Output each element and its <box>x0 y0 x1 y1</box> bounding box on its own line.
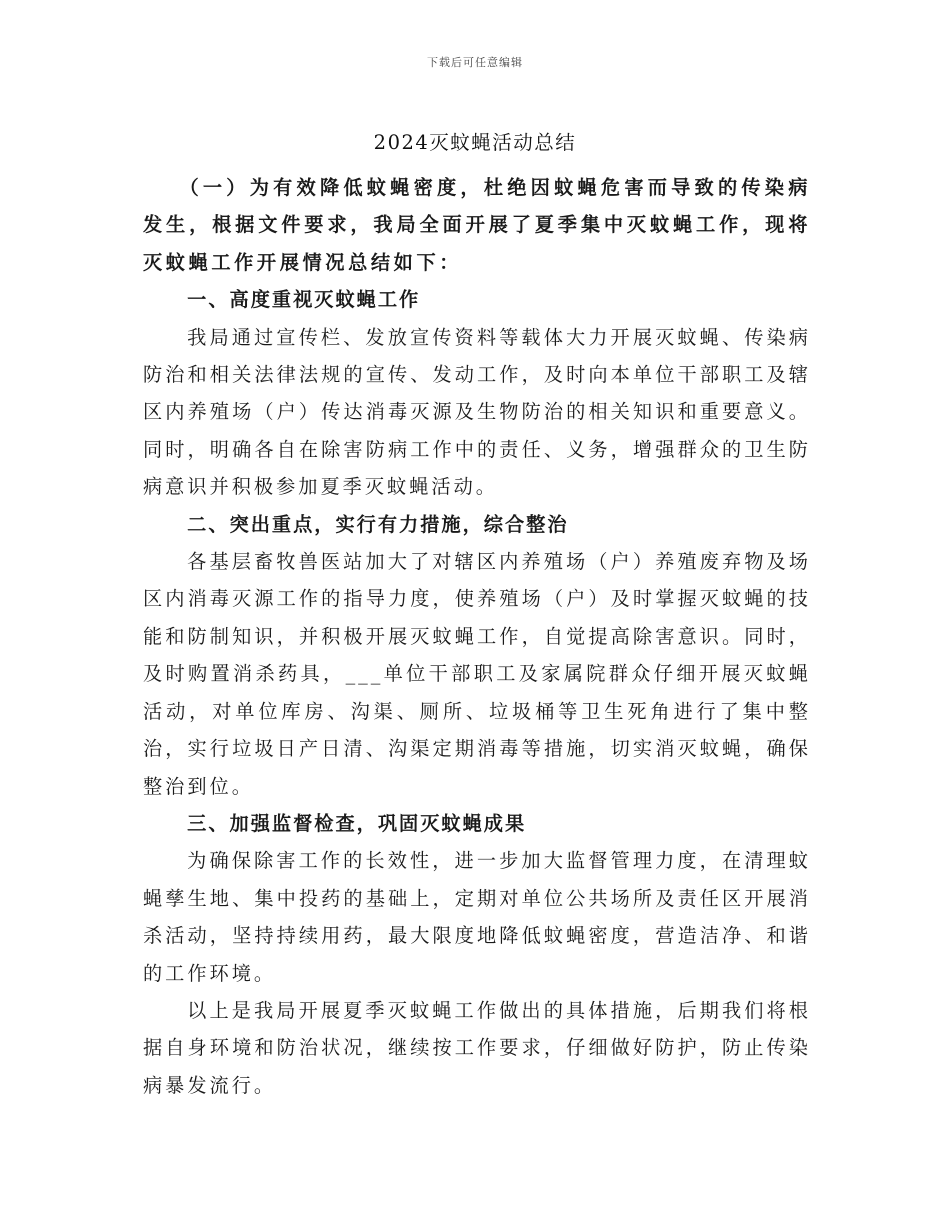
section-3-body: 为确保除害工作的长效性，进一步加大监督管理力度，在清理蚊蝇孳生地、集中投药的基础上，定期对单位公共场所及责任区开展消杀活动，坚持持续用药，最大限度地降低蚊蝇密度，营造洁净、和谐的工作环境。 <box>143 849 811 985</box>
intro-paragraph: （一）为有效降低蚊蝇密度，杜绝因蚊蝇危害而导致的传染病发生，根据文件要求，我局全面开展了夏季集中灭蚊蝇工作，现将灭蚊蝇工作开展情况总结如下： <box>143 176 811 274</box>
section-2-body: 各基层畜牧兽医站加大了对辖区内养殖场（户）养殖废弃物及场区内消毒灭源工作的指导力度，使养殖场（户）及时掌握灭蚊蝇的技能和防制知识，并积极开展灭蚊蝇工作，自觉提高除害意识。同时，及时购置消杀药具，___单位干部职工及家属院群众仔细开展灭蚊蝇活动，对单位库房、沟渠、厕所、垃圾桶等卫生死角进行了集中整治，实行垃圾日产日清、沟渠定期消毒等措施，切实消灭蚊蝇，确保整治到位。 <box>143 550 811 798</box>
section-2-heading: 二、突出重点，实行有力措施，综合整治 <box>187 512 569 536</box>
closing-paragraph: 以上是我局开展夏季灭蚊蝇工作做出的具体措施，后期我们将根据自身环境和防治状况，继续按工作要求，仔细做好防护，防止传染病暴发流行。 <box>143 998 811 1097</box>
section-1-body: 我局通过宣传栏、发放宣传资料等载体大力开展灭蚊蝇、传染病防治和相关法律法规的宣传、发动工作，及时向本单位干部职工及辖区内养殖场（户）传达消毒灭源及生物防治的相关知识和重要意义。同时，明确各自在除害防病工作中的责任、义务，增强群众的卫生防病意识并积极参加夏季灭蚊蝇活动。 <box>143 325 811 499</box>
header-note: 下载后可任意编辑 <box>427 56 523 69</box>
document-title: 2024灭蚊蝇活动总结 <box>373 131 577 154</box>
section-3-heading: 三、加强监督检查，巩固灭蚊蝇成果 <box>187 811 527 835</box>
document-body <box>143 169 811 1104</box>
section-1-heading: 一、高度重视灭蚊蝇工作 <box>187 288 421 312</box>
